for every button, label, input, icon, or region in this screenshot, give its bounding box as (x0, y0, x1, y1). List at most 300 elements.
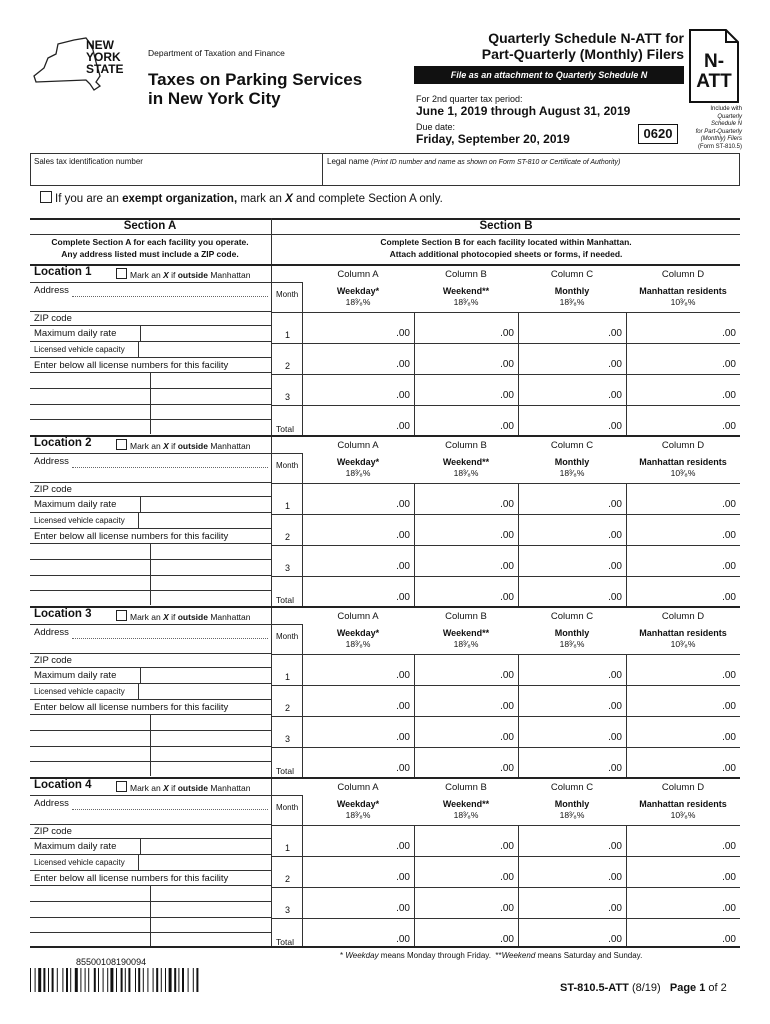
location-3-column-c-head: Column C (550, 611, 594, 622)
total-label: Total (276, 937, 294, 947)
location-3-address-field[interactable] (72, 625, 270, 651)
column-rate: 18³⁄₈% (345, 810, 371, 820)
mark-post: Manhattan (207, 441, 251, 451)
mark-bold: outside (177, 783, 208, 793)
month-label: Month (276, 632, 299, 641)
amount-cents: .00 (500, 421, 514, 432)
footnote-weekend-mark: ** (495, 951, 502, 960)
column-name: Weekend** (442, 457, 490, 467)
form-id-footer (560, 982, 727, 994)
amount-cents: .00 (722, 841, 736, 852)
column-name: Manhattan residents (639, 628, 727, 638)
column-name: Weekday* (336, 457, 380, 467)
location-1-license-field[interactable] (31, 373, 149, 387)
column-rate: 10³⁄₈% (670, 810, 696, 820)
location-3-column-a-name (302, 628, 414, 650)
mark-x: X (163, 612, 169, 622)
location-4-license-field[interactable] (31, 933, 149, 946)
location-2-license-field[interactable] (31, 544, 149, 558)
mark-bold: outside (177, 612, 208, 622)
column-rate: 10³⁄₈% (670, 297, 696, 307)
column-rate: 18³⁄₈% (345, 639, 371, 649)
amount-cents: .00 (396, 670, 410, 681)
amount-cents: .00 (722, 359, 736, 370)
location-2-outside-manhattan (116, 439, 251, 451)
location-1-address-field[interactable] (72, 283, 270, 309)
location-2-max-rate-field[interactable] (141, 497, 270, 511)
badge-line2: ATT (696, 71, 732, 92)
amount-cents: .00 (722, 328, 736, 339)
page-number: 1 (699, 982, 706, 994)
location-4-max-rate-field[interactable] (141, 839, 270, 853)
amount-cents: .00 (500, 872, 514, 883)
amount-cents: .00 (500, 903, 514, 914)
column-rate: 18³⁄₈% (453, 639, 479, 649)
location-3-license-field[interactable] (31, 762, 149, 775)
exempt-bold: exempt organization, (122, 193, 238, 205)
amount-cents: .00 (722, 732, 736, 743)
page-total: 2 (720, 982, 727, 994)
amount-cents: .00 (608, 359, 622, 370)
location-3-column-b-head: Column B (445, 611, 487, 622)
location-3-license-field[interactable] (31, 731, 149, 745)
location-3-column-d-name (626, 628, 740, 650)
location-1-capacity-label: Licensed vehicle capacity (34, 345, 125, 354)
location-3-license-field[interactable] (151, 762, 270, 775)
location-3-license-label: Enter below all license numbers for this facility (34, 702, 229, 713)
location-4-capacity-field[interactable] (139, 855, 270, 869)
mark-post: Manhattan (207, 270, 251, 280)
amount-cents: .00 (608, 763, 622, 774)
page-word: Page (669, 982, 697, 994)
amount-cents: .00 (396, 390, 410, 401)
location-3-column-c-name (518, 628, 626, 650)
column-rate: 18³⁄₈% (559, 639, 585, 649)
location-3-capacity-field[interactable] (139, 684, 270, 698)
state-word-2: YORK (86, 50, 121, 64)
amount-cents: .00 (608, 841, 622, 852)
state-word-3: STATE (86, 62, 124, 76)
section-b-instructions (272, 236, 740, 260)
amount-cents: .00 (500, 841, 514, 852)
side-note-4: for Part-Quarterly (695, 128, 742, 135)
mark-pre: Mark an (130, 612, 164, 622)
location-4-zip-label: ZIP code (34, 826, 72, 837)
page-of: of (708, 982, 718, 994)
column-name: Monthly (554, 799, 590, 809)
sales-tax-id-label: Sales tax identification number (34, 157, 143, 166)
column-rate: 10³⁄₈% (670, 468, 696, 478)
state-wordmark (86, 39, 124, 75)
barcode-number: 85500108190094 (76, 957, 147, 967)
location-4-column-b-head: Column B (445, 782, 487, 793)
amount-cents: .00 (396, 701, 410, 712)
legal-name-note: (Print ID number and name as shown on Form ST-810 or Certificate of Authority) (371, 159, 621, 166)
mark-post: Manhattan (207, 612, 251, 622)
location-1-zip-label: ZIP code (34, 313, 72, 324)
amount-cents: .00 (396, 499, 410, 510)
due-date-label: Due date: (416, 122, 456, 132)
amount-cents: .00 (608, 421, 622, 432)
amount-cents: .00 (608, 872, 622, 883)
location-3-license-field[interactable] (31, 747, 149, 760)
location-4-column-d-name (626, 799, 740, 821)
amount-cents: .00 (722, 499, 736, 510)
location-4-license-field[interactable] (31, 902, 149, 916)
location-2-capacity-field[interactable] (139, 513, 270, 527)
location-1-column-d-head: Column D (661, 269, 705, 280)
side-note-1: Include with (710, 106, 742, 112)
total-label: Total (276, 595, 294, 605)
amount-cents: .00 (396, 763, 410, 774)
badge-text (690, 52, 738, 92)
amount-cents: .00 (722, 530, 736, 541)
location-2-license-field[interactable] (31, 591, 149, 604)
amount-cents: .00 (608, 499, 622, 510)
location-4-license-label: Enter below all license numbers for this facility (34, 873, 229, 884)
location-2-column-c-head: Column C (550, 440, 594, 451)
location-4-column-b-name (414, 799, 518, 821)
location-3-license-field[interactable] (151, 747, 270, 760)
amount-cents: .00 (396, 359, 410, 370)
amount-cents: .00 (396, 328, 410, 339)
attachment-banner: File as an attachment to Quarterly Schedule N (414, 66, 684, 84)
form-title-line2: in New York City (148, 89, 281, 108)
location-2-license-field[interactable] (151, 544, 270, 558)
location-1-max-rate-field[interactable] (141, 326, 270, 340)
column-name: Manhattan residents (639, 457, 727, 467)
form-title-line1: Taxes on Parking Services (148, 70, 363, 89)
exempt-post: and complete Section A only. (292, 193, 443, 205)
location-1-license-field[interactable] (31, 420, 149, 433)
location-1-column-a-head: Column A (337, 269, 379, 280)
footnotes (340, 951, 642, 960)
mark-x: X (163, 783, 169, 793)
mark-mid: if (168, 612, 178, 622)
location-3-column-b-name (414, 628, 518, 650)
legal-name-text: Legal name (327, 157, 369, 166)
location-1-capacity-field[interactable] (139, 342, 270, 356)
location-1-column-a-name (302, 286, 414, 308)
amount-cents: .00 (396, 872, 410, 883)
amount-cents: .00 (722, 903, 736, 914)
amount-cents: .00 (722, 592, 736, 603)
location-2-column-d-name (626, 457, 740, 479)
column-name: Weekend** (442, 799, 490, 809)
month-number: 3 (285, 734, 291, 744)
side-note-3: Schedule N (710, 121, 742, 127)
amount-cents: .00 (500, 530, 514, 541)
column-rate: 18³⁄₈% (345, 297, 371, 307)
location-3-column-d-head: Column D (661, 611, 705, 622)
location-1-address-label: Address (34, 285, 69, 296)
location-3-label: Location 3 (34, 608, 92, 620)
mark-pre: Mark an (130, 270, 164, 280)
amount-cents: .00 (722, 763, 736, 774)
month-number: 2 (285, 703, 291, 713)
location-3-outside-manhattan (116, 610, 251, 622)
location-4-column-d-head: Column D (661, 782, 705, 793)
location-1-column-b-head: Column B (445, 269, 487, 280)
mark-mid: if (168, 783, 178, 793)
column-rate: 10³⁄₈% (670, 639, 696, 649)
location-1-column-c-name (518, 286, 626, 308)
column-rate: 18³⁄₈% (559, 810, 585, 820)
legal-name-label (327, 157, 620, 166)
location-4-max-rate-label: Maximum daily rate (34, 841, 117, 852)
amount-cents: .00 (396, 561, 410, 572)
location-2-license-field[interactable] (31, 576, 149, 589)
total-label: Total (276, 424, 294, 434)
amount-cents: .00 (500, 592, 514, 603)
column-name: Weekend** (442, 628, 490, 638)
amount-cents: .00 (722, 421, 736, 432)
amount-cents: .00 (500, 763, 514, 774)
location-1-license-label: Enter below all license numbers for this facility (34, 360, 229, 371)
location-3-outside-checkbox[interactable] (116, 610, 127, 621)
form-code-box: 0620 (638, 124, 678, 144)
location-4-column-a-name (302, 799, 414, 821)
section-b-line2: Attach additional photocopied sheets or forms, if needed. (389, 249, 623, 259)
amount-cents: .00 (722, 670, 736, 681)
due-date: Friday, September 20, 2019 (416, 132, 570, 146)
column-rate: 18³⁄₈% (453, 297, 479, 307)
mark-bold: outside (177, 441, 208, 451)
form-revision: (8/19) (631, 982, 661, 994)
column-name: Weekday* (336, 799, 380, 809)
location-4-license-field[interactable] (31, 886, 149, 900)
legal-name-field[interactable] (323, 167, 739, 185)
location-3-capacity-label: Licensed vehicle capacity (34, 687, 125, 696)
barcode (30, 968, 202, 992)
amount-cents: .00 (608, 934, 622, 945)
location-2-column-b-head: Column B (445, 440, 487, 451)
badge-line1: N- (703, 51, 725, 72)
location-4-column-c-name (518, 799, 626, 821)
location-4-zip-field[interactable] (80, 825, 270, 837)
amount-cents: .00 (396, 841, 410, 852)
location-4-outside-manhattan (116, 781, 251, 793)
mark-pre: Mark an (130, 783, 164, 793)
location-4-license-field[interactable] (151, 886, 270, 900)
location-2-column-b-name (414, 457, 518, 479)
amount-cents: .00 (608, 328, 622, 339)
month-number: 1 (285, 501, 291, 511)
badge-side-note (676, 106, 742, 151)
amount-cents: .00 (608, 903, 622, 914)
location-3-max-rate-label: Maximum daily rate (34, 670, 117, 681)
side-note-2: Quarterly (717, 113, 742, 120)
footnote-weekend-word: Weekend (501, 951, 536, 960)
amount-cents: .00 (396, 530, 410, 541)
amount-cents: .00 (722, 561, 736, 572)
section-a-instructions (30, 236, 270, 260)
amount-cents: .00 (396, 592, 410, 603)
location-1-license-field[interactable] (151, 420, 270, 433)
location-2-license-field[interactable] (151, 560, 270, 574)
location-2-address-label: Address (34, 456, 69, 467)
location-1-outside-manhattan (116, 268, 251, 280)
amount-cents: .00 (722, 701, 736, 712)
amount-cents: .00 (608, 670, 622, 681)
column-name: Weekday* (336, 286, 380, 296)
column-name: Manhattan residents (639, 799, 727, 809)
column-rate: 18³⁄₈% (345, 468, 371, 478)
column-name: Monthly (554, 286, 590, 296)
location-2-zip-field[interactable] (80, 483, 270, 495)
amount-cents: .00 (500, 359, 514, 370)
location-4-address-field[interactable] (72, 796, 270, 822)
exempt-x: X (285, 193, 293, 205)
month-number: 1 (285, 672, 291, 682)
location-4-label: Location 4 (34, 779, 92, 791)
month-label: Month (276, 290, 299, 299)
amount-cents: .00 (608, 530, 622, 541)
month-number: 3 (285, 905, 291, 915)
location-2-capacity-label: Licensed vehicle capacity (34, 516, 125, 525)
amount-cents: .00 (500, 670, 514, 681)
exempt-mid: mark an (237, 193, 286, 205)
location-3-license-field[interactable] (151, 715, 270, 729)
footnote-weekday-mark: * (340, 951, 344, 960)
amount-cents: .00 (608, 701, 622, 712)
mark-post: Manhattan (207, 783, 251, 793)
sales-tax-id-field[interactable] (31, 167, 321, 185)
location-4-license-field[interactable] (151, 933, 270, 946)
amount-cents: .00 (396, 421, 410, 432)
total-label: Total (276, 766, 294, 776)
month-number: 3 (285, 563, 291, 573)
mark-pre: Mark an (130, 441, 164, 451)
tax-period: June 1, 2019 through August 31, 2019 (416, 104, 631, 118)
column-rate: 18³⁄₈% (453, 810, 479, 820)
mark-mid: if (168, 441, 178, 451)
column-name: Manhattan residents (639, 286, 727, 296)
location-2-license-field[interactable] (151, 576, 270, 589)
mark-bold: outside (177, 270, 208, 280)
amount-cents: .00 (722, 872, 736, 883)
location-3-zip-label: ZIP code (34, 655, 72, 666)
location-1-max-rate-label: Maximum daily rate (34, 328, 117, 339)
location-3-zip-field[interactable] (80, 654, 270, 666)
month-number: 2 (285, 532, 291, 542)
section-b-title: Section B (479, 220, 533, 232)
location-3-license-field[interactable] (31, 715, 149, 729)
amount-cents: .00 (608, 592, 622, 603)
column-rate: 18³⁄₈% (559, 297, 585, 307)
location-2-license-field[interactable] (151, 591, 270, 604)
month-number: 1 (285, 843, 291, 853)
location-2-max-rate-label: Maximum daily rate (34, 499, 117, 510)
period-label: For 2nd quarter tax period: (416, 94, 523, 104)
location-2-address-field[interactable] (72, 454, 270, 480)
location-1-license-field[interactable] (151, 389, 270, 403)
exempt-organization-row (40, 191, 443, 205)
month-number: 2 (285, 874, 291, 884)
amount-cents: .00 (722, 390, 736, 401)
location-4-outside-checkbox[interactable] (116, 781, 127, 792)
location-1-label: Location 1 (34, 266, 92, 278)
schedule-title-line2: Part-Quarterly (Monthly) Filers (481, 46, 684, 62)
side-note-6: (Form ST-810.5) (697, 143, 742, 150)
column-rate: 18³⁄₈% (559, 468, 585, 478)
section-a-line1: Complete Section A for each facility you operate. (51, 237, 249, 247)
location-1-zip-field[interactable] (80, 312, 270, 324)
location-2-column-c-name (518, 457, 626, 479)
schedule-title (410, 30, 684, 62)
amount-cents: .00 (722, 934, 736, 945)
column-name: Weekday* (336, 628, 380, 638)
mark-x: X (163, 441, 169, 451)
amount-cents: .00 (500, 499, 514, 510)
footnote-weekday-word: Weekday (345, 951, 379, 960)
location-4-capacity-label: Licensed vehicle capacity (34, 858, 125, 867)
month-number: 2 (285, 361, 291, 371)
location-2-label: Location 2 (34, 437, 92, 449)
location-4-address-label: Address (34, 798, 69, 809)
location-3-address-label: Address (34, 627, 69, 638)
month-number: 1 (285, 330, 291, 340)
footnote-weekend-rest: means Saturday and Sunday. (535, 951, 643, 960)
amount-cents: .00 (500, 561, 514, 572)
footnote-weekday-rest: means Monday through Friday. (378, 951, 491, 960)
location-4-license-field[interactable] (151, 918, 270, 931)
amount-cents: .00 (608, 732, 622, 743)
mark-mid: if (168, 270, 178, 280)
location-4-column-a-head: Column A (337, 782, 379, 793)
amount-cents: .00 (500, 701, 514, 712)
exempt-checkbox[interactable] (40, 191, 52, 203)
amount-cents: .00 (396, 732, 410, 743)
location-3-license-field[interactable] (151, 731, 270, 745)
location-3-column-a-head: Column A (337, 611, 379, 622)
location-1-license-field[interactable] (31, 405, 149, 418)
column-rate: 18³⁄₈% (453, 468, 479, 478)
location-2-license-label: Enter below all license numbers for this facility (34, 531, 229, 542)
location-1-license-field[interactable] (151, 405, 270, 418)
location-1-license-field[interactable] (31, 389, 149, 403)
location-1-license-field[interactable] (151, 373, 270, 387)
location-2-zip-label: ZIP code (34, 484, 72, 495)
location-2-column-d-head: Column D (661, 440, 705, 451)
amount-cents: .00 (396, 903, 410, 914)
location-2-outside-checkbox[interactable] (116, 439, 127, 450)
location-2-license-field[interactable] (31, 560, 149, 574)
location-3-max-rate-field[interactable] (141, 668, 270, 682)
location-1-outside-checkbox[interactable] (116, 268, 127, 279)
amount-cents: .00 (396, 934, 410, 945)
column-name: Monthly (554, 628, 590, 638)
location-1-column-d-name (626, 286, 740, 308)
location-4-license-field[interactable] (151, 902, 270, 916)
department-name: Department of Taxation and Finance (148, 48, 285, 58)
section-a-line2: Any address listed must include a ZIP code. (61, 249, 239, 259)
month-number: 3 (285, 392, 291, 402)
location-4-license-field[interactable] (31, 918, 149, 931)
side-note-5: (Monthly) Filers (700, 136, 742, 142)
location-1-column-c-head: Column C (550, 269, 594, 280)
amount-cents: .00 (500, 328, 514, 339)
amount-cents: .00 (608, 390, 622, 401)
form-title (148, 70, 362, 108)
amount-cents: .00 (608, 561, 622, 572)
section-a-title: Section A (123, 220, 177, 232)
month-label: Month (276, 803, 299, 812)
form-id: ST-810.5-ATT (560, 982, 629, 994)
exempt-pre: If you are an (55, 193, 123, 205)
section-b-line1: Complete Section B for each facility located within Manhattan. (380, 237, 632, 247)
column-name: Weekend** (442, 286, 490, 296)
